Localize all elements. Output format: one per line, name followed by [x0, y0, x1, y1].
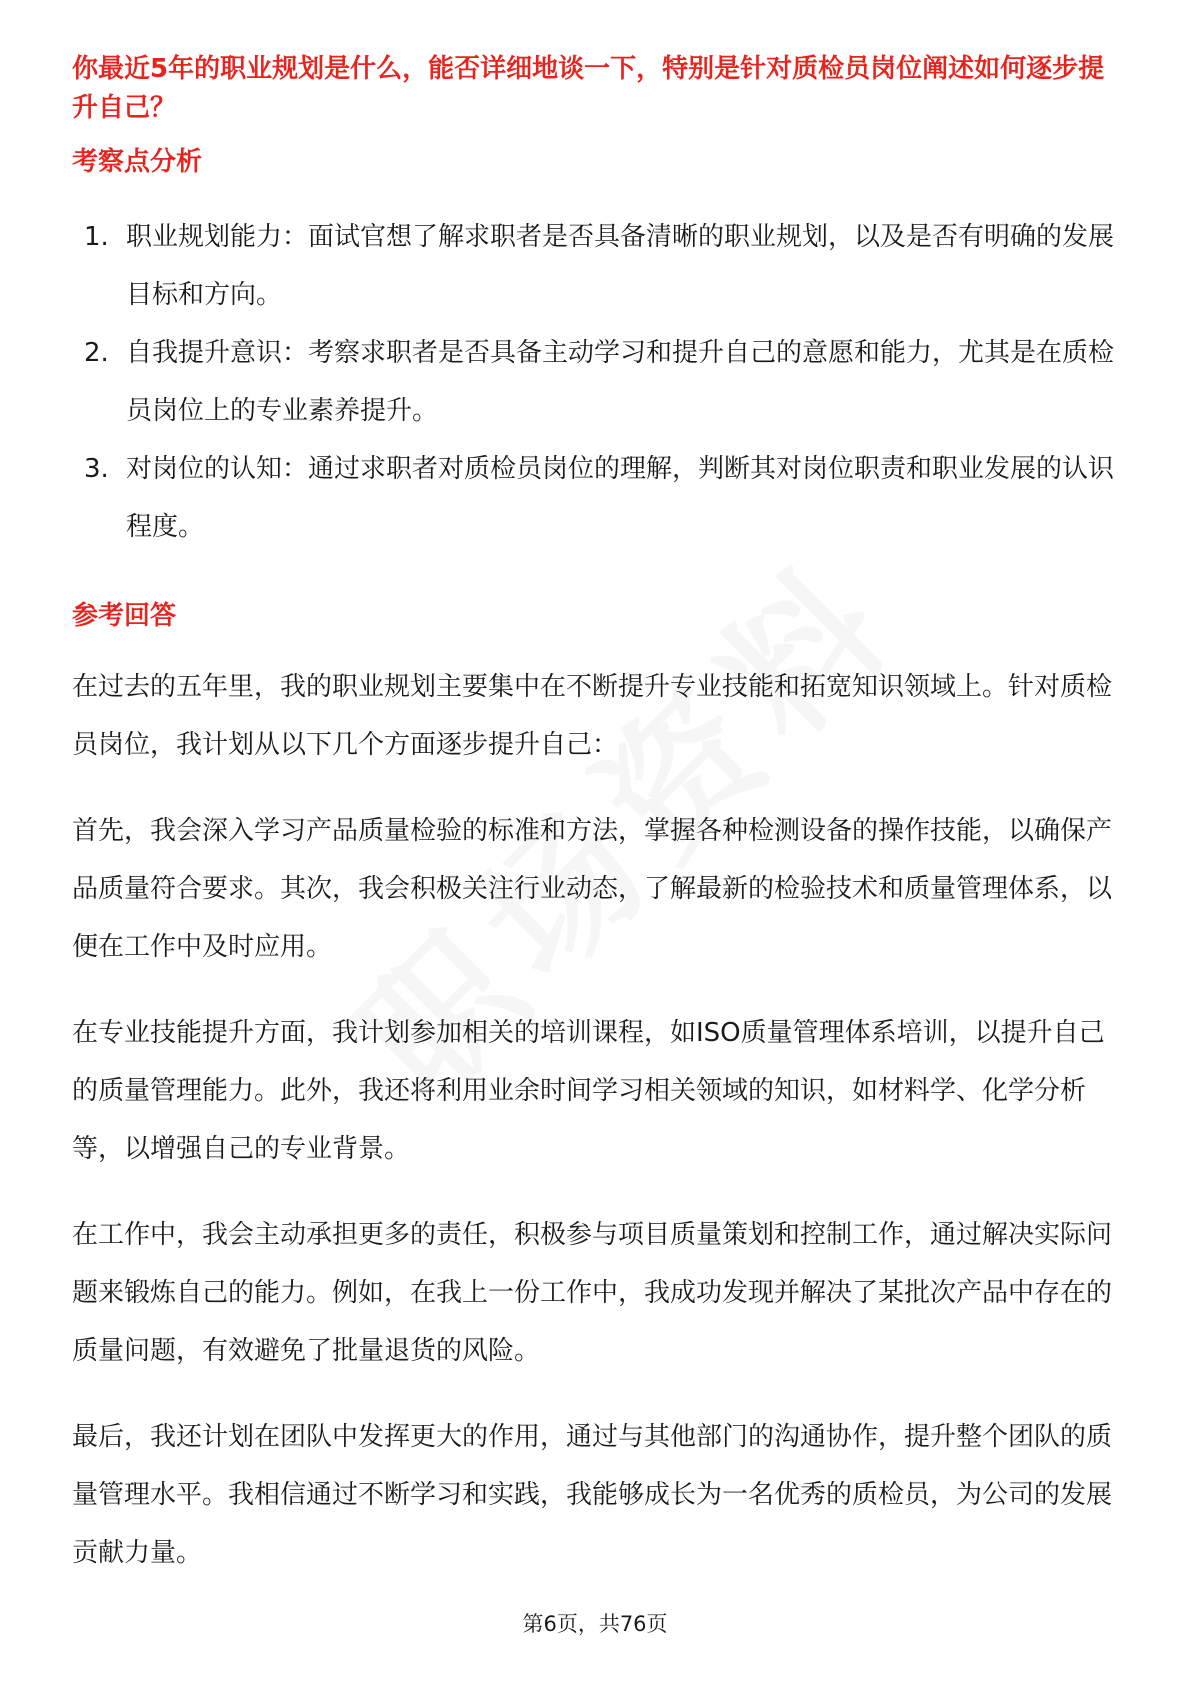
list-item-number: 3.	[84, 454, 109, 484]
analysis-list	[72, 208, 1118, 556]
list-item-text: 对岗位的认知：通过求职者对质检员岗位的理解，判断其对岗位职责和职业发展的认识程度。	[126, 454, 1115, 542]
answer-paragraph: 在过去的五年里，我的职业规划主要集中在不断提升专业技能和拓宽知识领域上。针对质检员岗位，我计划从以下几个方面逐步提升自己：	[72, 672, 1113, 760]
page-number: 第6页，共76页	[522, 1612, 668, 1636]
answer-paragraph: 在专业技能提升方面，我计划参加相关的培训课程，如ISO质量管理体系培训，以提升自己的质量管理能力。此外，我还将利用业余时间学习相关领域的知识，如材料学、化学分析等，以增强自己的专业背景。	[72, 1018, 1105, 1164]
list-item-number: 1.	[84, 222, 109, 252]
answer-body	[72, 658, 1118, 1582]
answer-paragraph: 在工作中，我会主动承担更多的责任，积极参与项目质量策划和控制工作，通过解决实际问题来锻炼自己的能力。例如，在我上一份工作中，我成功发现并解决了某批次产品中存在的质量问题，有效避免了批量退货的风险。	[72, 1220, 1113, 1366]
question-title: 你最近5年的职业规划是什么，能否详细地谈一下，特别是针对质检员岗位阐述如何逐步提升自己？	[72, 54, 1105, 123]
analysis-heading: 考察点分析	[72, 147, 203, 177]
answer-paragraph: 最后，我还计划在团队中发挥更大的作用，通过与其他部门的沟通协作，提升整个团队的质量管理水平。我相信通过不断学习和实践，我能够成长为一名优秀的质检员，为公司的发展贡献力量。	[72, 1422, 1113, 1568]
list-item	[72, 440, 1118, 556]
answer-heading: 参考回答	[72, 601, 177, 631]
document-page	[72, 50, 1118, 1582]
answer-paragraph: 首先，我会深入学习产品质量检验的标准和方法，掌握各种检测设备的操作技能，以确保产品质量符合要求。其次，我会积极关注行业动态，了解最新的检验技术和质量管理体系，以便在工作中及时应用。	[72, 816, 1113, 962]
list-item-number: 2.	[84, 338, 109, 368]
list-item-text: 职业规划能力：面试官想了解求职者是否具备清晰的职业规划，以及是否有明确的发展目标和方向。	[126, 222, 1115, 310]
list-item-text: 自我提升意识：考察求职者是否具备主动学习和提升自己的意愿和能力，尤其是在质检员岗位上的专业素养提升。	[126, 338, 1115, 426]
list-item	[72, 324, 1118, 440]
list-item	[72, 208, 1118, 324]
